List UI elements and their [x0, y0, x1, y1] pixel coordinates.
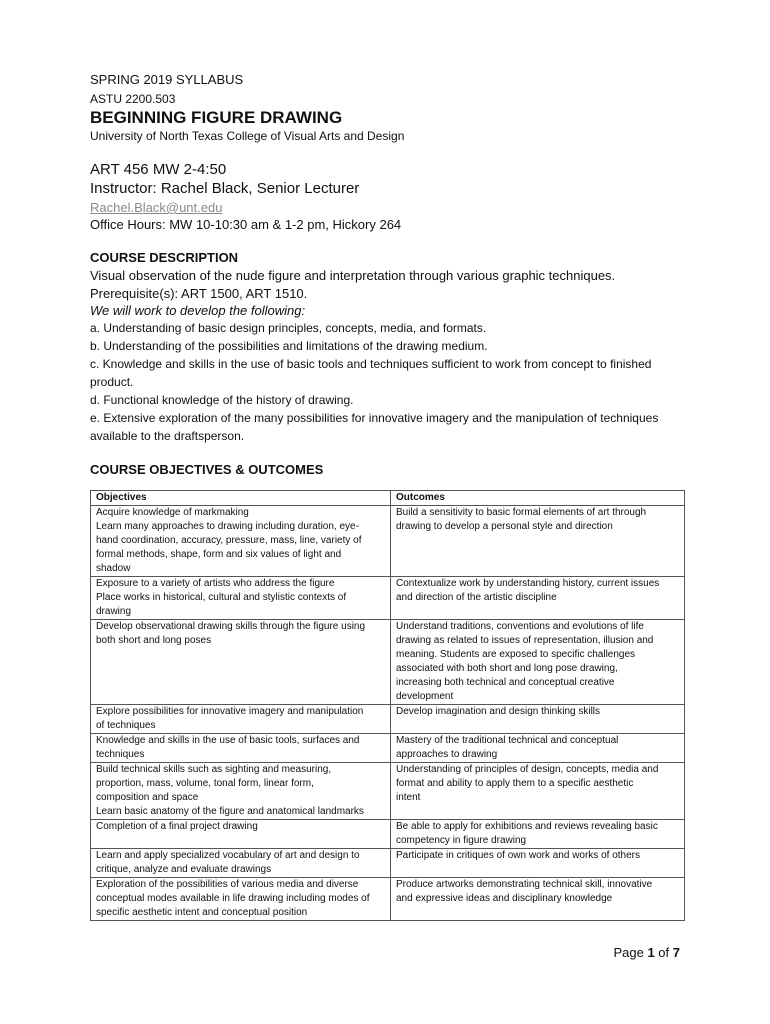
develop-item: e. Extensive exploration of the many possibilities for innovative imagery and the manipulation of techniques [90, 411, 659, 425]
develop-item: d. Functional knowledge of the history of drawing. [90, 393, 354, 407]
outcome-cell-line: Develop imagination and design thinking skills [396, 706, 601, 717]
objective-cell [91, 734, 391, 763]
outcome-cell-line: Be able to apply for exhibitions and reviews revealing basic [396, 821, 658, 832]
outcome-cell-line: format and ability to apply them to a specific aesthetic [396, 778, 634, 789]
objective-cell [91, 820, 391, 849]
develop-intro: We will work to develop the following: [90, 303, 306, 318]
objective-cell-line: Acquire knowledge of markmaking [96, 507, 249, 518]
outcome-cell-line: associated with both short and long pose drawing, [396, 663, 618, 674]
table-row [91, 878, 685, 921]
objective-cell-line: hand coordination, accuracy, pressure, mass, line, variety of [96, 535, 362, 546]
objective-cell-line: Learn many approaches to drawing including duration, eye- [96, 521, 359, 532]
course-section: ART 456 MW 2-4:50 [90, 161, 227, 178]
outcome-cell-line: meaning. Students are exposed to specific challenges [396, 649, 636, 660]
objective-cell-line: Knowledge and skills in the use of basic tools, surfaces and [96, 735, 360, 746]
develop-item: b. Understanding of the possibilities and limitations of the drawing medium. [90, 339, 488, 353]
page-number [613, 945, 680, 960]
page-total: 7 [672, 945, 680, 960]
page-word: Page [613, 945, 644, 960]
outcome-cell-line: intent [396, 792, 421, 803]
outcome-cell [391, 763, 685, 820]
objective-cell-line: specific aesthetic intent and conceptual position [96, 907, 308, 918]
objective-cell [91, 577, 391, 620]
outcome-cell-line: Produce artworks demonstrating technical skill, innovative [396, 879, 653, 890]
objective-cell-line: composition and space [96, 792, 199, 803]
objective-cell [91, 705, 391, 734]
objective-cell [91, 620, 391, 705]
instructor-name: Instructor: Rachel Black, Senior Lecturer [90, 180, 360, 197]
outcome-cell-line: Participate in critiques of own work and works of others [396, 850, 640, 861]
objectives-heading: COURSE OBJECTIVES & OUTCOMES [90, 462, 324, 477]
table-row [91, 577, 685, 620]
objective-cell-line: Develop observational drawing skills through the figure using [96, 621, 366, 632]
objective-cell-line: Explore possibilities for innovative imagery and manipulation [96, 706, 364, 717]
page-current: 1 [647, 945, 655, 960]
outcome-cell [391, 506, 685, 577]
develop-item: c. Knowledge and skills in the use of basic tools and techniques sufficient to work from concept to finished [90, 357, 652, 371]
develop-item: product. [90, 375, 134, 389]
outcomes-column-header: Outcomes [391, 491, 685, 506]
objective-cell-line: conceptual modes available in life drawing including modes of [96, 893, 370, 904]
table-row [91, 506, 685, 577]
objective-cell [91, 506, 391, 577]
outcome-cell-line: Understand traditions, conventions and evolutions of life [396, 621, 644, 632]
outcome-cell-line: development [396, 691, 454, 702]
objective-cell-line: Learn basic anatomy of the figure and anatomical landmarks [96, 806, 364, 817]
table-row [91, 763, 685, 820]
objective-cell-line: Build technical skills such as sighting and measuring, [96, 764, 332, 775]
semester-label: SPRING 2019 SYLLABUS [90, 72, 244, 87]
outcome-cell [391, 849, 685, 878]
table-row [91, 705, 685, 734]
outcome-cell-line: approaches to drawing [396, 749, 498, 760]
objective-cell [91, 878, 391, 921]
objective-cell-line: Place works in historical, cultural and stylistic contexts of [96, 592, 347, 603]
objective-cell-line: shadow [96, 563, 131, 574]
objective-cell-line: Exposure to a variety of artists who address the figure [96, 578, 335, 589]
outcome-cell-line: Contextualize work by understanding history, current issues [396, 578, 660, 589]
table-row [91, 734, 685, 763]
objective-cell-line: techniques [96, 749, 145, 760]
objective-cell-line: formal methods, shape, form and six values of light and [96, 549, 342, 560]
objectives-table [90, 490, 685, 921]
objective-cell-line: Learn and apply specialized vocabulary of art and design to [96, 850, 360, 861]
outcome-cell-line: and direction of the artistic discipline [396, 592, 557, 603]
outcome-cell-line: Understanding of principles of design, concepts, media and [396, 764, 659, 775]
course-description-summary: Visual observation of the nude figure and interpretation through various graphic techniques. [90, 268, 616, 283]
objective-cell [91, 849, 391, 878]
objective-cell-line: Exploration of the possibilities of various media and diverse [96, 879, 359, 890]
outcome-cell-line: drawing as related to issues of representation, illusion and [396, 635, 654, 646]
prerequisites: Prerequisite(s): ART 1500, ART 1510. [90, 286, 308, 301]
develop-item: available to the draftsperson. [90, 429, 245, 443]
objectives-column-header: Objectives [91, 491, 391, 506]
outcome-cell-line: competency in figure drawing [396, 835, 527, 846]
outcome-cell [391, 577, 685, 620]
objective-cell-line: drawing [96, 606, 132, 617]
objective-cell-line: both short and long poses [96, 635, 212, 646]
outcome-cell-line: increasing both technical and conceptual creative [396, 677, 615, 688]
outcome-cell-line: drawing to develop a personal style and direction [396, 521, 613, 532]
office-hours: Office Hours: MW 10-10:30 am & 1-2 pm, Hickory 264 [90, 217, 402, 232]
table-row [91, 820, 685, 849]
institution-name: University of North Texas College of Visual Arts and Design [90, 129, 405, 143]
outcome-cell-line: Build a sensitivity to basic formal elements of art through [396, 507, 647, 518]
course-code: ASTU 2200.503 [90, 92, 176, 106]
objective-cell-line: critique, analyze and evaluate drawings [96, 864, 272, 875]
objective-cell-line: Completion of a final project drawing [96, 821, 258, 832]
outcome-cell-line: Mastery of the traditional technical and conceptual [396, 735, 619, 746]
outcome-cell [391, 820, 685, 849]
instructor-email-link[interactable]: Rachel.Black@unt.edu [90, 200, 223, 215]
table-header-row [91, 491, 685, 506]
objective-cell-line: proportion, mass, volume, tonal form, linear form, [96, 778, 314, 789]
outcome-cell-line: and expressive ideas and disciplinary knowledge [396, 893, 613, 904]
table-row [91, 620, 685, 705]
objective-cell [91, 763, 391, 820]
outcome-cell [391, 705, 685, 734]
develop-item: a. Understanding of basic design principles, concepts, media, and formats. [90, 321, 487, 335]
objective-cell-line: of techniques [96, 720, 156, 731]
course-title: BEGINNING FIGURE DRAWING [90, 108, 343, 127]
table-row [91, 849, 685, 878]
outcome-cell [391, 734, 685, 763]
outcome-cell [391, 878, 685, 921]
of-word: of [658, 945, 670, 960]
outcome-cell [391, 620, 685, 705]
course-description-heading: COURSE DESCRIPTION [90, 250, 239, 265]
